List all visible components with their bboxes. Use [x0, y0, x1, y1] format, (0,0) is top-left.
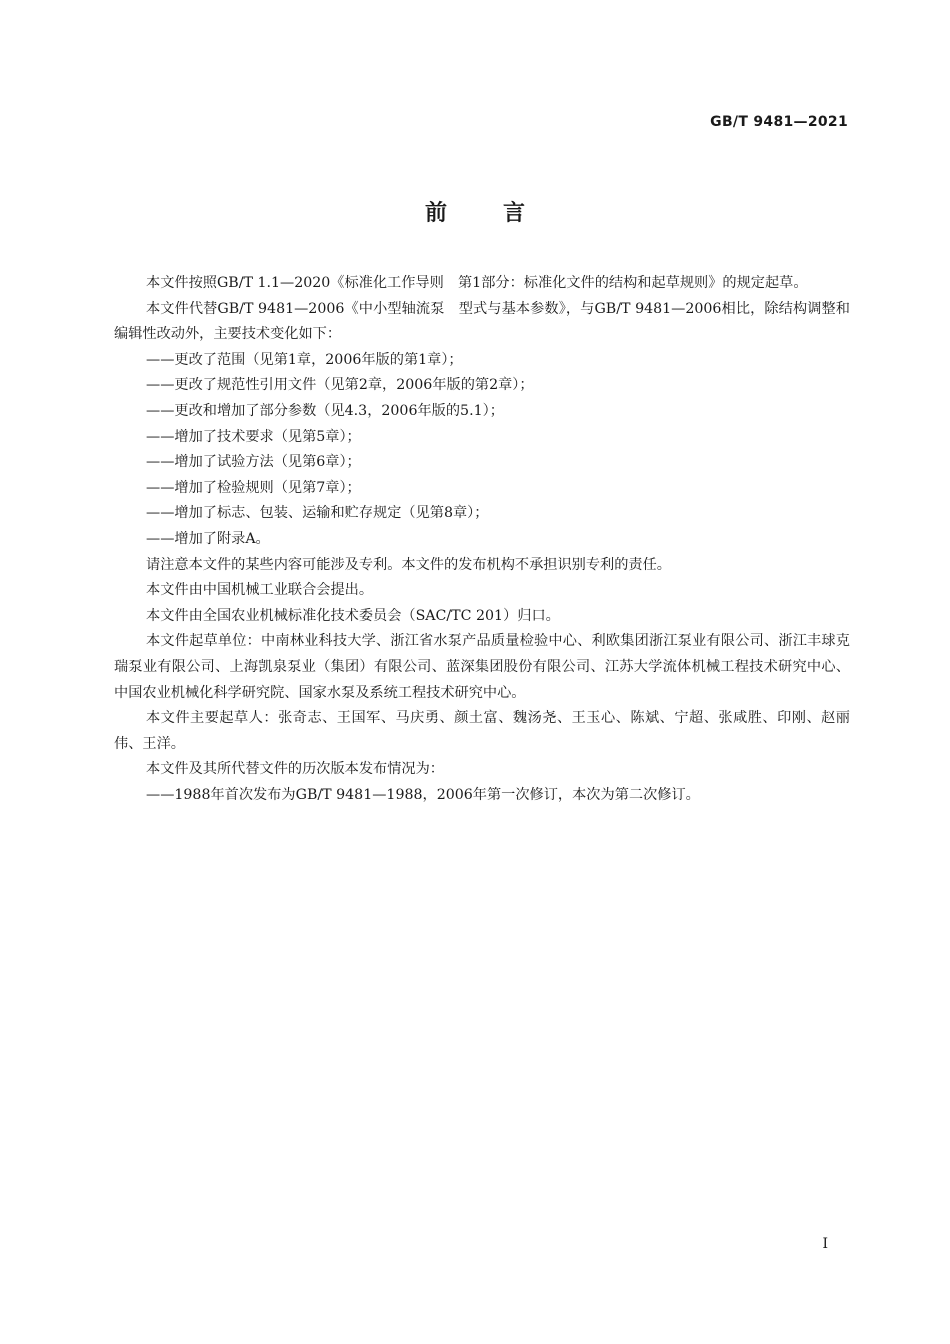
change-item: ——增加了标志、包装、运输和贮存规定（见第8章）；: [146, 505, 489, 522]
paragraph-under-jurisdiction: 本文件由全国农业机械标准化技术委员会（SAC/TC 201）归口。: [146, 607, 560, 624]
change-item: ——增加了试验方法（见第6章）；: [146, 454, 361, 471]
change-item: ——更改和增加了部分参数（见4.3，2006年版的5.1）；: [146, 402, 504, 419]
paragraph-history-intro: 本文件及其所代替文件的历次版本发布情况为：: [146, 761, 444, 778]
paragraph-drafting-units: 本文件起草单位：中南林业科技大学、浙江省水泵产品质量检验中心、利欧集团浙江泵业有限公司、浙江丰球克瑞泵业有限公司、上海凯泉泵业（集团）有限公司、蓝深集团股份有限公司、江苏大学流体机械工程技术研究中心、中国农业机械化科学研究院、国家水泵及系统工程技术研究中心。: [114, 633, 850, 701]
paragraph-proposed-by: 本文件由中国机械工业联合会提出。: [146, 582, 374, 599]
change-item: ——更改了范围（见第1章，2006年版的第1章）；: [146, 351, 463, 368]
page-number: I: [822, 1236, 828, 1252]
paragraph-drafters: 本文件主要起草人：张奇志、王国军、马庆勇、颜土富、魏汤尧、王玉心、陈斌、宁超、张咸胜、印刚、赵丽伟、王洋。: [114, 710, 850, 752]
page-title: 前言: [424, 201, 581, 226]
paragraph-replaces: 本文件代替GB/T 9481—2006《中小型轴流泵 型式与基本参数》，与GB/T 9481—2006相比，除结构调整和编辑性改动外，主要技术变化如下：: [114, 300, 850, 343]
foreword-body: [114, 271, 850, 808]
change-item: ——增加了技术要求（见第5章）；: [146, 428, 361, 445]
standard-number: GB/T 9481—2021: [710, 114, 848, 130]
history-item: ——1988年首次发布为GB/T 9481—1988，2006年第一次修订，本次为第二次修订。: [146, 786, 700, 803]
paragraph-patent-notice: 请注意本文件的某些内容可能涉及专利。本文件的发布机构不承担识别专利的责任。: [146, 556, 671, 573]
change-item: ——更改了规范性引用文件（见第2章，2006年版的第2章）；: [146, 377, 534, 394]
change-item: ——增加了附录A。: [146, 530, 270, 547]
paragraph-drafting-rules: 本文件按照GB/T 1.1—2020《标准化工作导则 第1部分：标准化文件的结构和起草规则》的规定起草。: [146, 275, 808, 291]
change-item: ——增加了检验规则（见第7章）；: [146, 479, 361, 496]
